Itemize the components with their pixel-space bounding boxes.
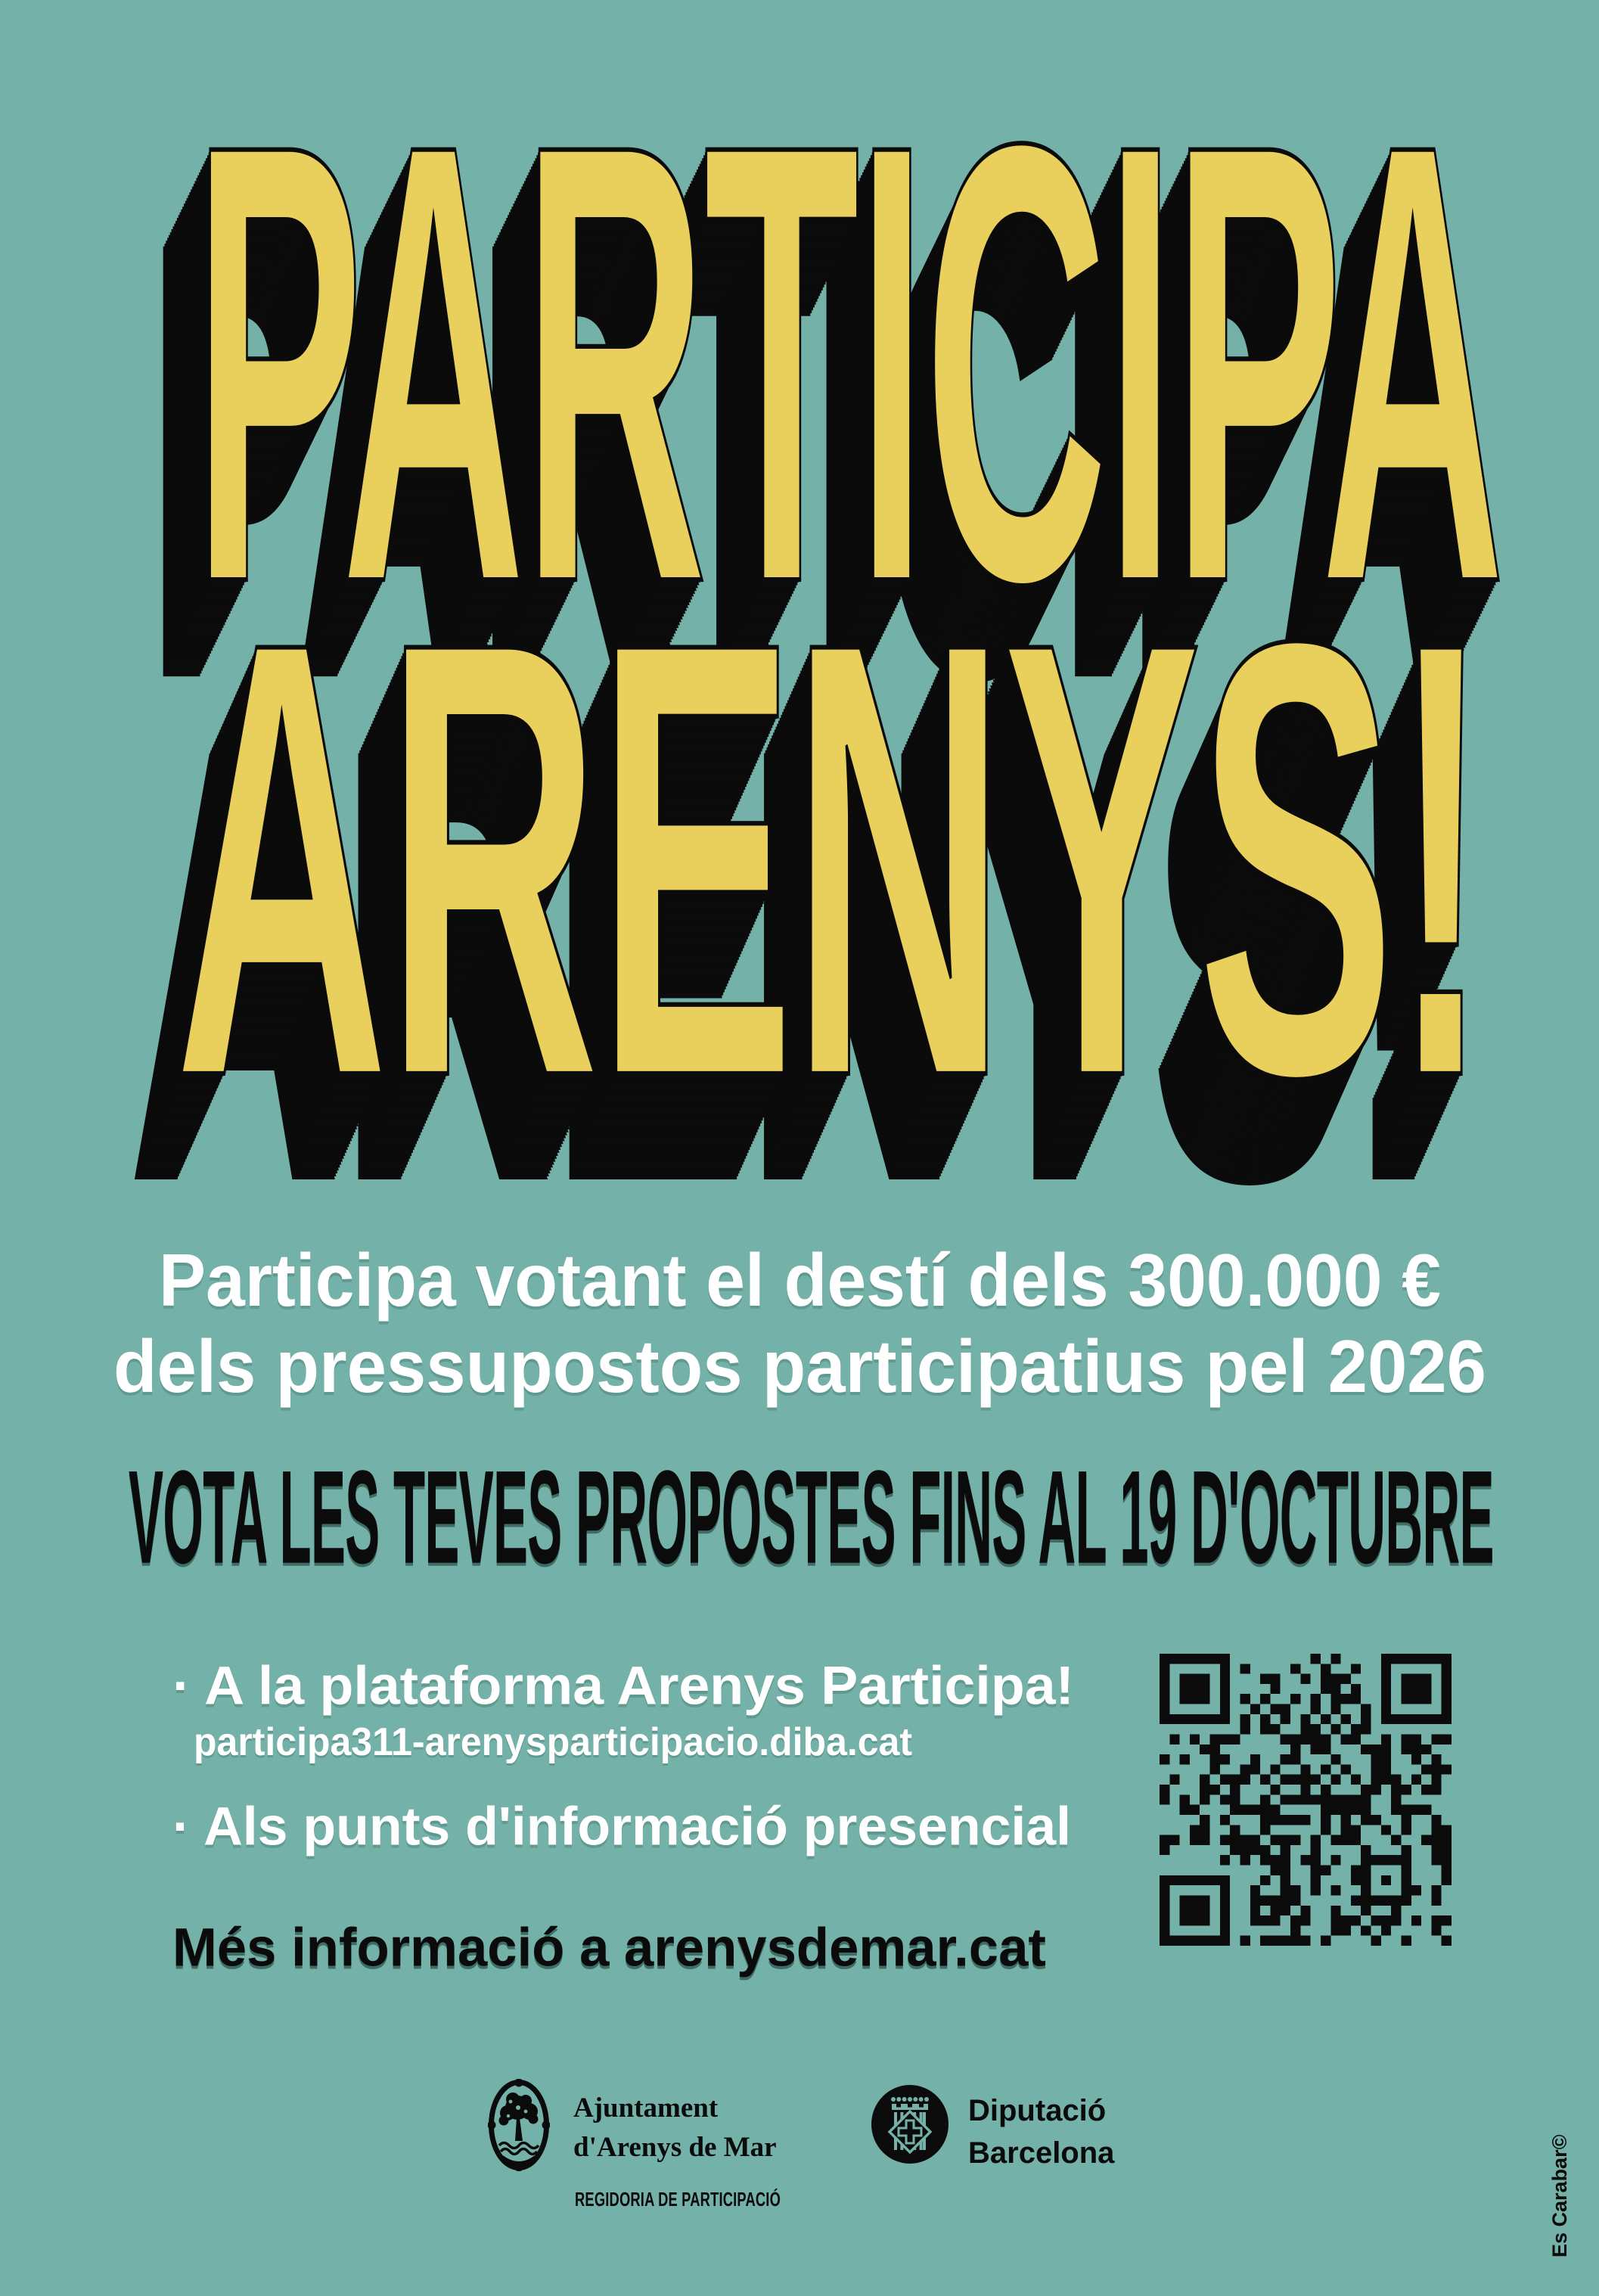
ajuntament-department: REGIDORIA DE PARTICIPACIÓ — [575, 2187, 781, 2211]
bullet-punts-informacio: · Als punts d'informació presencial — [172, 1795, 1071, 1856]
diputacio-name-line1: Diputació — [968, 2093, 1107, 2127]
subheadline-line2: dels pressupostos participatius pel 2026 — [113, 1324, 1486, 1409]
diputacio-emblem-icon — [871, 2085, 949, 2164]
more-info-line: Més informació a arenysdemar.cat — [172, 1916, 1046, 1978]
credit-vertical: Es Carabar© — [1548, 2134, 1571, 2257]
diputacio-name-line2: Barcelona — [968, 2136, 1115, 2170]
subheadline-line1: Participa votant el destí dels 300.000 € — [158, 1238, 1441, 1322]
bullet-plataforma: · A la plataforma Arenys Participa! — [172, 1654, 1075, 1716]
bullet-plataforma-url: participa311-arenysparticipacio.diba.cat — [194, 1720, 912, 1764]
ajuntament-name-line1: Ajuntament — [573, 2092, 719, 2124]
deadline-banner: VOTA LES TEVES PROPOSTES FINS AL 19 D'OCTUBRE — [129, 1443, 1494, 1591]
ajuntament-name-line2: d'Arenys de Mar — [573, 2132, 777, 2164]
qr-code-icon — [1160, 1654, 1452, 1946]
headline-arenys: ARENYS! — [174, 512, 1486, 1205]
ajuntament-seal-icon — [488, 2079, 550, 2171]
headline-participa: PARTICIPA — [193, 14, 1502, 713]
